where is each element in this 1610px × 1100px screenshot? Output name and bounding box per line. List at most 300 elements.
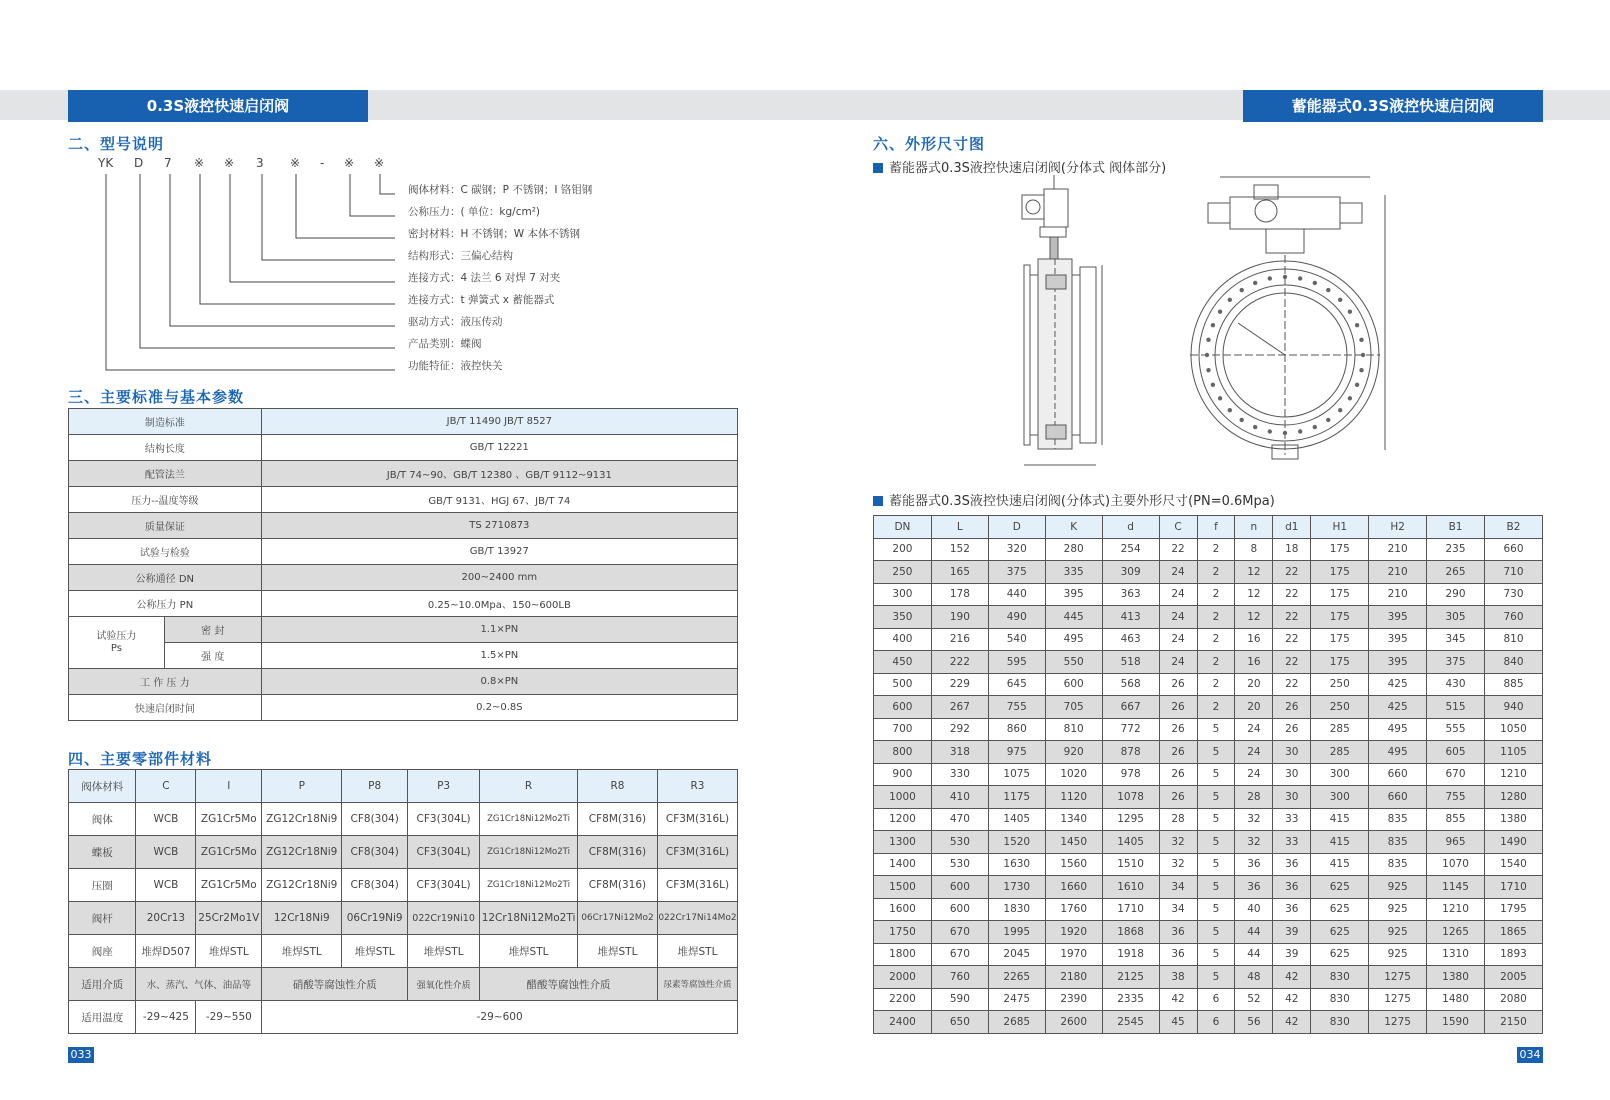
table-cell: 22	[1273, 561, 1311, 584]
table-cell: 24	[1159, 606, 1197, 629]
table-cell: 1050	[1484, 718, 1542, 741]
actuator-front-icon	[1230, 197, 1340, 229]
table-cell: 1450	[1045, 831, 1102, 854]
table-cell: 2	[1197, 696, 1235, 719]
table-cell: 1893	[1484, 943, 1542, 966]
code-char: ※	[374, 156, 385, 170]
table-cell: 175	[1311, 583, 1369, 606]
table-cell: 1275	[1369, 966, 1427, 989]
code-char: YK	[98, 156, 114, 170]
table-cell: 42	[1273, 1011, 1311, 1034]
table-cell: 1075	[988, 763, 1045, 786]
table-cell: 285	[1311, 718, 1369, 741]
table-cell: 965	[1427, 831, 1485, 854]
model-line: 产品类别：蝶阀	[408, 338, 482, 350]
table-cell: 32	[1159, 831, 1197, 854]
table-cell: 34	[1159, 876, 1197, 899]
table-cell: 36	[1159, 943, 1197, 966]
bolt-hole	[1338, 408, 1342, 412]
table-cell: 400	[874, 628, 932, 651]
table-cell: 2600	[1045, 1011, 1102, 1034]
table-cell: 495	[1369, 741, 1427, 764]
table-cell: 24	[1159, 651, 1197, 674]
table-cell: 1210	[1427, 898, 1485, 921]
table-cell: 1600	[874, 898, 932, 921]
table-row	[874, 898, 1543, 921]
table-cell: 24	[1159, 628, 1197, 651]
table-cell: 52	[1235, 988, 1273, 1011]
table-row	[874, 966, 1543, 989]
table-cell: 375	[988, 561, 1045, 584]
table-cell: 250	[874, 561, 932, 584]
table-row	[874, 831, 1543, 854]
table-cell: 2	[1197, 583, 1235, 606]
bolt-hole	[1359, 338, 1363, 342]
table-cell: 800	[874, 741, 932, 764]
table-cell: 33	[1273, 831, 1311, 854]
bolt-hole	[1206, 368, 1210, 372]
table-cell: 254	[1102, 538, 1159, 561]
table-cell: 20	[1235, 696, 1273, 719]
table-cell: 595	[988, 651, 1045, 674]
table-cell: 42	[1273, 988, 1311, 1011]
code-char: -	[320, 156, 325, 170]
table-cell: 413	[1102, 606, 1159, 629]
table-row	[874, 583, 1543, 606]
bolt-hole	[1298, 429, 1302, 433]
dimensions-table	[873, 515, 1543, 1034]
table-cell: 305	[1427, 606, 1485, 629]
table-cell: 24	[1159, 561, 1197, 584]
table-cell: 550	[1045, 651, 1102, 674]
table-row	[874, 741, 1543, 764]
table-cell: 1078	[1102, 786, 1159, 809]
table-row	[874, 921, 1543, 944]
table-cell: 22	[1273, 583, 1311, 606]
table-cell: 925	[1369, 876, 1427, 899]
table-cell: 1830	[988, 898, 1045, 921]
table-cell: 36	[1235, 876, 1273, 899]
table-cell: 36	[1273, 898, 1311, 921]
table-cell: 650	[931, 1011, 988, 1034]
table-cell: 772	[1102, 718, 1159, 741]
table-header-row: 阀体材料 C I P P8 P3 R R8 R3	[69, 770, 738, 803]
table-cell: 530	[931, 853, 988, 876]
table-row: 压力--温度等级 GB/T 9131、HGJ 67、JB/T 74	[69, 487, 738, 513]
table-cell: 5	[1197, 763, 1235, 786]
table-cell: 1380	[1484, 808, 1542, 831]
table-cell: 395	[1369, 628, 1427, 651]
bolt-hole	[1298, 276, 1302, 280]
table-cell: 1660	[1045, 876, 1102, 899]
table-cell: 1500	[874, 876, 932, 899]
table-cell: 1200	[874, 808, 932, 831]
table-cell: 625	[1311, 921, 1369, 944]
table-cell: 200	[874, 538, 932, 561]
table-cell: 835	[1369, 808, 1427, 831]
table-cell: 978	[1102, 763, 1159, 786]
section-materials-title: 四、主要零部件材料	[68, 750, 213, 768]
table-cell: 2265	[988, 966, 1045, 989]
table-caption: 蓄能器式0.3S液控快速启闭阀(分体式)主要外形尺寸(PN=0.6Mpa)	[873, 490, 1275, 509]
valve-drawing	[1010, 175, 1400, 475]
table-cell: 568	[1102, 673, 1159, 696]
table-row: 试验压力 Ps 密 封 1.1×PN	[69, 617, 738, 643]
table-cell: 26	[1273, 696, 1311, 719]
table-cell: 1795	[1484, 898, 1542, 921]
model-line: 公称压力：( 单位：kg/cm²)	[408, 206, 541, 218]
column-header: f	[1197, 516, 1235, 539]
table-cell: 1710	[1102, 898, 1159, 921]
bolt-hole	[1348, 310, 1352, 314]
table-cell: 2475	[988, 988, 1045, 1011]
bolt-hole	[1206, 338, 1210, 342]
table-cell: 280	[1045, 538, 1102, 561]
table-row	[874, 538, 1543, 561]
table-cell: 810	[1484, 628, 1542, 651]
table-cell: 2	[1197, 561, 1235, 584]
table-row	[874, 763, 1543, 786]
table-cell: 8	[1235, 538, 1273, 561]
table-cell: 1590	[1427, 1011, 1485, 1034]
table-row	[874, 628, 1543, 651]
table-cell: 1175	[988, 786, 1045, 809]
table-cell: 670	[931, 943, 988, 966]
table-row: 公称压力 PN 0.25~10.0Mpa、150~600LB	[69, 591, 738, 617]
table-cell: 1275	[1369, 1011, 1427, 1034]
table-cell: 309	[1102, 561, 1159, 584]
table-cell: 900	[874, 763, 932, 786]
table-cell: 2	[1197, 606, 1235, 629]
bolt-hole	[1268, 276, 1272, 280]
table-cell: 267	[931, 696, 988, 719]
table-cell: 5	[1197, 966, 1235, 989]
table-row: 快速启闭时间 0.2~0.8S	[69, 695, 738, 721]
table-row: 结构长度 GB/T 12221	[69, 435, 738, 461]
table-cell: 2000	[874, 966, 932, 989]
table-row	[874, 696, 1543, 719]
table-cell: 625	[1311, 943, 1369, 966]
table-cell: 2545	[1102, 1011, 1159, 1034]
table-cell: 335	[1045, 561, 1102, 584]
table-cell: 700	[874, 718, 932, 741]
table-cell: 300	[1311, 763, 1369, 786]
table-cell: 2	[1197, 538, 1235, 561]
table-cell: 5	[1197, 943, 1235, 966]
table-cell: 395	[1369, 651, 1427, 674]
page-number-right: 034	[1517, 1047, 1543, 1063]
actuator-side-icon	[1022, 195, 1044, 219]
table-cell: 518	[1102, 651, 1159, 674]
table-cell: 5	[1197, 898, 1235, 921]
table-cell: 925	[1369, 921, 1427, 944]
table-row: 公称通径 DN 200~2400 mm	[69, 565, 738, 591]
table-cell: 1750	[874, 921, 932, 944]
table-cell: 300	[874, 583, 932, 606]
table-cell: 33	[1273, 808, 1311, 831]
table-row: 制造标准 JB/T 11490 JB/T 8527	[69, 409, 738, 435]
table-cell: 855	[1427, 808, 1485, 831]
table-cell: 925	[1369, 898, 1427, 921]
bolt-hole	[1218, 396, 1222, 400]
table-cell: 515	[1427, 696, 1485, 719]
column-header: H1	[1311, 516, 1369, 539]
table-cell: 500	[874, 673, 932, 696]
code-char: 3	[256, 156, 264, 170]
table-row	[874, 651, 1543, 674]
bolt-hole	[1228, 298, 1232, 302]
table-cell: 22	[1273, 628, 1311, 651]
column-header: B1	[1427, 516, 1485, 539]
table-cell: 210	[1369, 538, 1427, 561]
table-cell: 320	[988, 538, 1045, 561]
table-cell: 925	[1369, 943, 1427, 966]
bolt-hole	[1228, 408, 1232, 412]
model-line: 连接方式：4 法兰 6 对焊 7 对夹	[408, 272, 561, 284]
table-cell: 5	[1197, 831, 1235, 854]
table-cell: 5	[1197, 921, 1235, 944]
table-cell: 350	[874, 606, 932, 629]
table-cell: 210	[1369, 583, 1427, 606]
table-cell: 16	[1235, 651, 1273, 674]
table-cell: 22	[1273, 673, 1311, 696]
table-cell: 24	[1235, 718, 1273, 741]
column-header: H2	[1369, 516, 1427, 539]
table-row	[874, 718, 1543, 741]
table-cell: 2335	[1102, 988, 1159, 1011]
table-cell: 410	[931, 786, 988, 809]
table-cell: 40	[1235, 898, 1273, 921]
table-cell: 26	[1273, 718, 1311, 741]
table-cell: 5	[1197, 718, 1235, 741]
table-cell: 48	[1235, 966, 1273, 989]
table-cell: 1730	[988, 876, 1045, 899]
square-bullet-icon	[873, 496, 883, 506]
table-cell: 178	[931, 583, 988, 606]
table-cell: 1405	[988, 808, 1045, 831]
bolt-hole	[1211, 323, 1215, 327]
table-cell: 1070	[1427, 853, 1485, 876]
table-cell: 450	[874, 651, 932, 674]
table-cell: 670	[931, 921, 988, 944]
table-cell: 16	[1235, 628, 1273, 651]
table-cell: 56	[1235, 1011, 1273, 1034]
table-cell: 667	[1102, 696, 1159, 719]
bolt-hole	[1268, 429, 1272, 433]
table-cell: 290	[1427, 583, 1485, 606]
table-cell: 32	[1235, 831, 1273, 854]
materials-table	[68, 769, 738, 1034]
table-cell: 425	[1369, 696, 1427, 719]
table-cell: 42	[1159, 988, 1197, 1011]
table-cell: 5	[1197, 786, 1235, 809]
table-cell: 34	[1159, 898, 1197, 921]
table-cell: 229	[931, 673, 988, 696]
table-cell: 30	[1273, 741, 1311, 764]
table-cell: 1105	[1484, 741, 1542, 764]
table-cell: 165	[931, 561, 988, 584]
column-header: K	[1045, 516, 1102, 539]
model-line: 阀体材料：C 碳钢；P 不锈钢；I 铬钼钢	[408, 184, 593, 196]
table-row: 配管法兰 JB/T 74~90、GB/T 12380 、GB/T 9112~9131	[69, 461, 738, 487]
column-header: D	[988, 516, 1045, 539]
table-cell: 175	[1311, 651, 1369, 674]
model-leader-lines	[90, 170, 410, 375]
table-cell: 330	[931, 763, 988, 786]
table-cell: 5	[1197, 741, 1235, 764]
table-cell: 1610	[1102, 876, 1159, 899]
table-cell: 2150	[1484, 1011, 1542, 1034]
table-cell: 175	[1311, 538, 1369, 561]
left-page-title: 0.3S液控快速启闭阀	[68, 90, 368, 122]
table-cell: 28	[1159, 808, 1197, 831]
model-line: 密封材料：H 不锈钢；W 本体不锈钢	[408, 228, 580, 240]
table-cell: 1995	[988, 921, 1045, 944]
table-cell: 39	[1273, 921, 1311, 944]
bolt-hole	[1348, 396, 1352, 400]
code-char: 7	[164, 156, 172, 170]
table-cell: 45	[1159, 1011, 1197, 1034]
table-cell: 1630	[988, 853, 1045, 876]
code-char: D	[134, 156, 144, 170]
table-cell: 318	[931, 741, 988, 764]
table-cell: 920	[1045, 741, 1102, 764]
table-cell: 755	[988, 696, 1045, 719]
table-cell: 222	[931, 651, 988, 674]
table-row	[874, 808, 1543, 831]
column-header: C	[1159, 516, 1197, 539]
table-cell: 2	[1197, 673, 1235, 696]
table-cell: 1340	[1045, 808, 1102, 831]
bolt-hole	[1253, 281, 1257, 285]
bolt-hole	[1355, 383, 1359, 387]
table-cell: 1480	[1427, 988, 1485, 1011]
table-cell: 235	[1427, 538, 1485, 561]
bolt-hole	[1283, 275, 1287, 279]
table-cell: 495	[1045, 628, 1102, 651]
table-cell: 2	[1197, 651, 1235, 674]
table-cell: 1145	[1427, 876, 1485, 899]
table-cell: 1310	[1427, 943, 1485, 966]
table-cell: 2685	[988, 1011, 1045, 1034]
section-standards-title: 三、主要标准与基本参数	[68, 388, 245, 406]
test-pressure-label: 试验压力 Ps	[69, 617, 165, 669]
table-cell: 1300	[874, 831, 932, 854]
table-cell: 2180	[1045, 966, 1102, 989]
table-row	[874, 876, 1543, 899]
table-row	[874, 988, 1543, 1011]
table-cell: 32	[1235, 808, 1273, 831]
bolt-hole	[1240, 418, 1244, 422]
table-cell: 26	[1159, 696, 1197, 719]
table-cell: 415	[1311, 808, 1369, 831]
right-page-title: 蓄能器式0.3S液控快速启闭阀	[1243, 90, 1543, 122]
table-cell: 1120	[1045, 786, 1102, 809]
table-cell: 878	[1102, 741, 1159, 764]
bolt-hole	[1253, 425, 1257, 429]
table-header-row	[874, 516, 1543, 539]
table-cell: 830	[1311, 1011, 1369, 1034]
table-cell: 363	[1102, 583, 1159, 606]
table-cell: 755	[1427, 786, 1485, 809]
table-row: 适用介质 水、蒸汽、气体、油品等 硝酸等腐蚀性介质 强氧化性介质 醋酸等腐蚀性介质 尿素等腐蚀性介质	[69, 968, 738, 1001]
table-cell: 975	[988, 741, 1045, 764]
table-cell: 430	[1427, 673, 1485, 696]
model-line: 结构形式：三偏心结构	[408, 250, 513, 262]
table-cell: 1265	[1427, 921, 1485, 944]
table-cell: 26	[1159, 718, 1197, 741]
table-cell: 39	[1273, 943, 1311, 966]
table-cell: 540	[988, 628, 1045, 651]
table-cell: 5	[1197, 853, 1235, 876]
table-cell: 760	[931, 966, 988, 989]
table-cell: 36	[1273, 853, 1311, 876]
table-cell: 1868	[1102, 921, 1159, 944]
table-cell: 600	[931, 898, 988, 921]
bolt-hole	[1359, 368, 1363, 372]
table-cell: 1380	[1427, 966, 1485, 989]
table-cell: 250	[1311, 696, 1369, 719]
table-cell: 1510	[1102, 853, 1159, 876]
table-cell: 175	[1311, 606, 1369, 629]
table-cell: 600	[931, 876, 988, 899]
table-cell: 730	[1484, 583, 1542, 606]
table-cell: 175	[1311, 628, 1369, 651]
table-cell: 1210	[1484, 763, 1542, 786]
table-cell: 1490	[1484, 831, 1542, 854]
table-row	[874, 1011, 1543, 1034]
code-char: ※	[224, 156, 235, 170]
table-cell: 38	[1159, 966, 1197, 989]
table-cell: 1710	[1484, 876, 1542, 899]
section-dimensions-title: 六、外形尺寸图	[873, 135, 986, 153]
square-bullet-icon	[873, 163, 883, 173]
table-cell: 190	[931, 606, 988, 629]
table-cell: 810	[1045, 718, 1102, 741]
bolt-hole	[1211, 383, 1215, 387]
table-cell: 345	[1427, 628, 1485, 651]
table-cell: 210	[1369, 561, 1427, 584]
table-cell: 36	[1159, 921, 1197, 944]
table-cell: 44	[1235, 921, 1273, 944]
table-cell: 495	[1369, 718, 1427, 741]
table-cell: 30	[1273, 763, 1311, 786]
table-cell: 6	[1197, 1011, 1235, 1034]
column-header: B2	[1484, 516, 1542, 539]
bolt-hole	[1355, 323, 1359, 327]
bolt-hole	[1326, 418, 1330, 422]
table-cell: 42	[1273, 966, 1311, 989]
table-cell: 1280	[1484, 786, 1542, 809]
table-cell: 645	[988, 673, 1045, 696]
bolt-hole	[1218, 310, 1222, 314]
table-cell: 5	[1197, 876, 1235, 899]
column-header: n	[1235, 516, 1273, 539]
column-header: d	[1102, 516, 1159, 539]
table-cell: 660	[1484, 538, 1542, 561]
table-cell: 885	[1484, 673, 1542, 696]
table-cell: 1760	[1045, 898, 1102, 921]
table-cell: 32	[1159, 853, 1197, 876]
table-cell: 24	[1235, 741, 1273, 764]
table-cell: 26	[1159, 673, 1197, 696]
table-row: 压圈 WCB ZG1Cr5Mo ZG12Cr18Ni9 CF8(304) CF3(304L) ZG1Cr18Ni12Mo2Ti CF8M(316) CF3M(316L)	[69, 869, 738, 902]
standards-table	[68, 408, 738, 721]
table-cell: 470	[931, 808, 988, 831]
bolt-hole	[1326, 288, 1330, 292]
table-cell: 415	[1311, 831, 1369, 854]
table-cell: 395	[1369, 606, 1427, 629]
